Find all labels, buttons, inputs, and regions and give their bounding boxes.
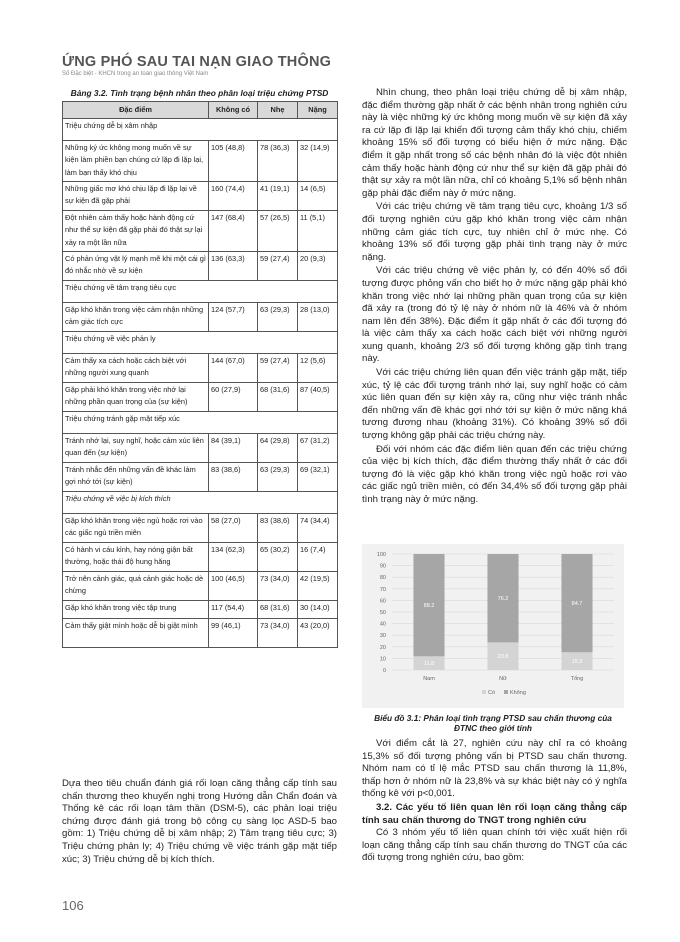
- table-row: [63, 434, 338, 463]
- group-label: Triệu chứng tránh gặp mặt tiếp xúc: [63, 412, 338, 434]
- row-label: Có phản ứng vật lý mạnh mẽ khi một cái gì đó nhắc nhở về sự kiện: [63, 252, 209, 281]
- data-label: 23.8: [497, 654, 509, 661]
- running-header: [62, 54, 622, 77]
- row-label: Cảm thấy giật mình hoặc dễ bị giật mình: [63, 619, 209, 648]
- table-row: [63, 463, 338, 492]
- y-tick-label: 0: [382, 668, 386, 674]
- y-tick-label: 90: [379, 563, 386, 570]
- cell-severe: 20 (9,3): [298, 252, 338, 281]
- header-mild: Nhẹ: [258, 102, 298, 119]
- cell-none: 84 (39,1): [209, 434, 258, 463]
- group-label: Triệu chứng về tâm trạng tiêu cực: [63, 281, 338, 303]
- table-row: [63, 514, 338, 543]
- cell-mild: 68 (31,6): [258, 383, 298, 412]
- table-row: [63, 572, 338, 601]
- data-label: 15.3: [571, 659, 583, 666]
- cell-none: 117 (54,4): [209, 601, 258, 619]
- table-row: [63, 619, 338, 648]
- y-tick-label: 20: [379, 644, 386, 651]
- cell-severe: 74 (34,4): [298, 514, 338, 543]
- cell-none: 83 (38,6): [209, 463, 258, 492]
- data-label: 76.2: [497, 596, 509, 603]
- row-label: Gặp khó khăn trong việc tập trung: [63, 601, 209, 619]
- cell-none: 99 (46,1): [209, 619, 258, 648]
- row-label: Đột nhiên cảm thấy hoặc hành động cứ như thể sự kiện đã gặp phải đó thật sự lại xảy ra một lần nữa: [63, 211, 209, 252]
- row-label: Tránh nhắc đến những vấn đề khác làm gợi nhớ tới (sự kiện): [63, 463, 209, 492]
- paragraph-intrusion: Nhìn chung, theo phân loại triệu chứng dễ bị xâm nhập, đặc điểm thường gặp nhất ở các bệnh nhân trong nghiên cứu này là việc những ký ức không mong muốn về sự kiện đã xảy ra cứ lặp đi lặp lại khiến đối tượng cảm thấy khó chịu, chiếm khoảng 15% số đối tượng có biểu hiện ở mức nặng. Đặc điểm ít gặp nhất trong số các bệnh nhân đó là việc đột nhiên cảm thấy hoặc hành động cứ như thể sự kiện đã gặp phải đó thật sự xảy ra một lần nữa, chỉ có khoảng 5,1% số bệnh nhân gặp phải đặc điểm này ở mức nặng.: [362, 87, 627, 199]
- cell-none: 124 (57,7): [209, 303, 258, 332]
- cell-mild: 83 (38,6): [258, 514, 298, 543]
- paragraph-dissociation: Với các triệu chứng về việc phản ly, có đến 40% số đối tượng được phỏng vấn cho biết họ ở mức nặng gặp phải khó khăn trong việc nhớ lại những phần quan trọng của sự kiện đã xảy ra (trong đó tỷ lệ này ở nhóm nữ là 46% và ở nhóm nam lên đến 38%). Đặc điểm ít gặp nhất ở các đối tượng đó là việc cảm thấy xa cách hoặc cách biệt với những người xung quanh, khoảng 2/3 số đối tượng không gặp tình trạng này.: [362, 265, 627, 365]
- table-row: [63, 252, 338, 281]
- row-label: Trở nên cảnh giác, quá cảnh giác hoặc dè chừng: [63, 572, 209, 601]
- table-row: [63, 601, 338, 619]
- paragraph-negative-mood: Với các triệu chứng về tâm trạng tiêu cực, khoảng 1/3 số đối tượng nghiên cứu gặp khó khăn trong việc cảm nhận những cảm giác tích cực, tuy nhiên chỉ ở mức nhẹ. Có khoảng 13% số đối tượng gặp phải tình trạng này ở mức nặng.: [362, 201, 627, 263]
- legend-swatch: [482, 690, 486, 694]
- table-group-row: [63, 332, 338, 354]
- row-label: Gặp phải khó khăn trong việc nhớ lại những phần quan trọng của (sự kiện): [63, 383, 209, 412]
- table-row: [63, 211, 338, 252]
- table-row: [63, 543, 338, 572]
- cell-severe: 11 (5,1): [298, 211, 338, 252]
- cell-mild: 63 (29,3): [258, 463, 298, 492]
- group-label: Triệu chứng về việc bị kích thích: [63, 492, 338, 514]
- cell-severe: 69 (32,1): [298, 463, 338, 492]
- y-tick-label: 40: [379, 621, 386, 628]
- y-tick-label: 60: [379, 598, 386, 605]
- legend-label: Có: [488, 690, 496, 696]
- data-label: 84.7: [571, 601, 583, 608]
- cell-mild: 63 (29,3): [258, 303, 298, 332]
- row-label: Tránh nhớ lại, suy nghĩ, hoặc cảm xúc liên quan đến (sự kiện): [63, 434, 209, 463]
- cell-none: 160 (74,4): [209, 182, 258, 211]
- y-tick-label: 30: [379, 633, 386, 640]
- cell-mild: 41 (19,1): [258, 182, 298, 211]
- paragraph-avoidance: Với các triệu chứng liên quan đến việc tránh gặp mặt, tiếp xúc, tỷ lệ các đối tượng tránh nhớ lại, suy nghĩ hoặc có cảm xúc liên quan đến sự kiện xảy ra, cũng như việc tránh nhắc đến những vấn đề khác gợi nhớ tới sự kiện ở mức nặng khá tương đương nhau (khoảng 31%). Có khoảng 39% số đối tượng không gặp phải các triệu chứng này.: [362, 367, 627, 442]
- y-tick-label: 80: [379, 575, 386, 582]
- chart-container: [362, 544, 624, 708]
- table-row: [63, 383, 338, 412]
- y-tick-label: 70: [379, 586, 386, 593]
- y-tick-label: 10: [379, 656, 386, 663]
- cell-none: 144 (67,0): [209, 354, 258, 383]
- cell-none: 136 (63,3): [209, 252, 258, 281]
- header-none: Không có: [209, 102, 258, 119]
- cell-none: 100 (46,5): [209, 572, 258, 601]
- section-heading: 3.2. Các yếu tố liên quan lên rối loạn căng thẳng cấp tính sau chấn thương do TNGT trong nghiên cứu: [362, 801, 627, 826]
- table-section: [62, 88, 337, 648]
- row-label: Có hành vi cáu kỉnh, hay nóng giận bất thường, hoặc thái độ hung hăng: [63, 543, 209, 572]
- table-row: [63, 141, 338, 182]
- page-number: 106: [62, 898, 84, 913]
- paragraph-after-chart: Với điểm cắt là 27, nghiên cứu này chỉ ra có khoảng 15,3% số đối tượng phỏng vấn bị PTSD sau chấn thương. Nhóm nam có tỉ lệ mắc PTSD sau chấn thương là 11,8%, thấp hơn ở nhóm nữ là 23,8% và sự khác biệt này có ý nghĩa thống kê với p<0,001.: [362, 738, 627, 800]
- table-group-row: [63, 492, 338, 514]
- cell-mild: 73 (34,0): [258, 572, 298, 601]
- table-group-row: [63, 412, 338, 434]
- legend-swatch: [504, 690, 508, 694]
- cell-mild: 73 (34,0): [258, 619, 298, 648]
- row-label: Gặp khó khăn trong việc ngủ hoặc rơi vào các giấc ngủ triền miên: [63, 514, 209, 543]
- cell-severe: 67 (31,2): [298, 434, 338, 463]
- row-label: Gặp khó khăn trong việc cảm nhận những cảm giác tích cực: [63, 303, 209, 332]
- cell-mild: 64 (29,8): [258, 434, 298, 463]
- journal-subtitle: Số Đặc biệt - KHCN trong an toàn giao thông Việt Nam: [62, 71, 209, 77]
- chart-caption: Biểu đồ 3.1: Phân loại tình trạng PTSD sau chấn thương của ĐTNC theo giới tính: [374, 713, 612, 733]
- cell-severe: 16 (7,4): [298, 543, 338, 572]
- right-column-lower-text: [362, 738, 627, 865]
- row-label: Cảm thấy xa cách hoặc cách biệt với những người xung quanh: [63, 354, 209, 383]
- cell-severe: 12 (5,6): [298, 354, 338, 383]
- cell-severe: 87 (40,5): [298, 383, 338, 412]
- table-row: [63, 354, 338, 383]
- journal-title: ỨNG PHÓ SAU TAI NẠN GIAO THÔNG: [62, 54, 332, 70]
- legend-label: Không: [510, 690, 526, 696]
- cell-severe: 42 (19,5): [298, 572, 338, 601]
- cell-mild: 68 (31,6): [258, 601, 298, 619]
- group-label: Triệu chứng về việc phản ly: [63, 332, 338, 354]
- left-paragraph: Dựa theo tiêu chuẩn đánh giá rối loạn căng thẳng cấp tính sau chấn thương theo khuyến nghị trong Hướng dẫn Chẩn đoán và Thống kê các rối loạn tâm thần (DSM-5), các phản loại triệu chứng được đánh giá trong bộ công cụ sàng lọc ASD-5 bao gồm: 1) Triệu chứng dễ bị xâm nhập; 2) Tâm trạng tiêu cực; 3) Triệu chứng phản ly; 4) Triệu chứng về việc tránh gặp mặt tiếp xúc; 3) Triệu chứng dễ bị kích thích.: [62, 778, 337, 865]
- cell-none: 105 (48,8): [209, 141, 258, 182]
- cell-mild: 59 (27,4): [258, 354, 298, 383]
- cell-mild: 65 (30,2): [258, 543, 298, 572]
- x-tick-label: Nam: [423, 676, 435, 682]
- table-header-row: [63, 102, 338, 119]
- cell-none: 58 (27,0): [209, 514, 258, 543]
- x-tick-label: Tổng: [570, 676, 584, 682]
- table-row: [63, 303, 338, 332]
- cell-mild: 59 (27,4): [258, 252, 298, 281]
- cell-mild: 57 (26,5): [258, 211, 298, 252]
- cell-severe: 30 (14,0): [298, 601, 338, 619]
- group-label: Triệu chứng dễ bị xâm nhập: [63, 119, 338, 141]
- cell-severe: 43 (20,0): [298, 619, 338, 648]
- ptsd-symptom-table: [62, 101, 338, 648]
- stacked-bar-chart: [362, 544, 624, 708]
- header-severe: Nặng: [298, 102, 338, 119]
- header-characteristic: Đặc điểm: [63, 102, 209, 119]
- data-label: 88.2: [423, 603, 435, 610]
- data-label: 11.8: [423, 661, 435, 668]
- y-tick-label: 100: [376, 552, 386, 558]
- cell-mild: 78 (36,3): [258, 141, 298, 182]
- cell-severe: 32 (14,9): [298, 141, 338, 182]
- table-group-row: [63, 281, 338, 303]
- cell-none: 60 (27,9): [209, 383, 258, 412]
- paragraph-arousal: Đối với nhóm các đặc điểm liên quan đến các triệu chứng của việc bị kích thích, đặc điểm thường thấy nhất ở các đối tượng đó là việc gặp khó khăn trong việc ngủ hoặc rơi vào các giấc ngủ triền miên, có đến 34,4% số đối tượng gặp phải tình trạng này ở mức nặng.: [362, 443, 627, 505]
- table-group-row: [63, 119, 338, 141]
- row-label: Những giấc mơ khó chịu lặp đi lặp lại về sự kiện đã gặp phải: [63, 182, 209, 211]
- table-caption: Bảng 3.2. Tình trạng bệnh nhân theo phân loại triệu chứng PTSD: [70, 88, 329, 98]
- table-body: [63, 119, 338, 648]
- y-tick-label: 50: [379, 610, 386, 616]
- row-label: Những ký ức không mong muốn về sự kiện làm phiền bạn chúng cứ lặp đi lặp lại, làm bạn thấy khó chịu: [63, 141, 209, 182]
- right-column-text: [362, 87, 627, 508]
- cell-none: 134 (62,3): [209, 543, 258, 572]
- table-row: [63, 182, 338, 211]
- x-tick-label: Nữ: [499, 676, 507, 682]
- section-paragraph: Có 3 nhóm yếu tố liên quan chính tới việc xuất hiện rối loạn căng thẳng cấp tính sau chấn thương do TNGT của các đối tượng trong nghiên cứu, bao gồm:: [362, 827, 627, 864]
- cell-severe: 28 (13,0): [298, 303, 338, 332]
- cell-none: 147 (68,4): [209, 211, 258, 252]
- cell-severe: 14 (6,5): [298, 182, 338, 211]
